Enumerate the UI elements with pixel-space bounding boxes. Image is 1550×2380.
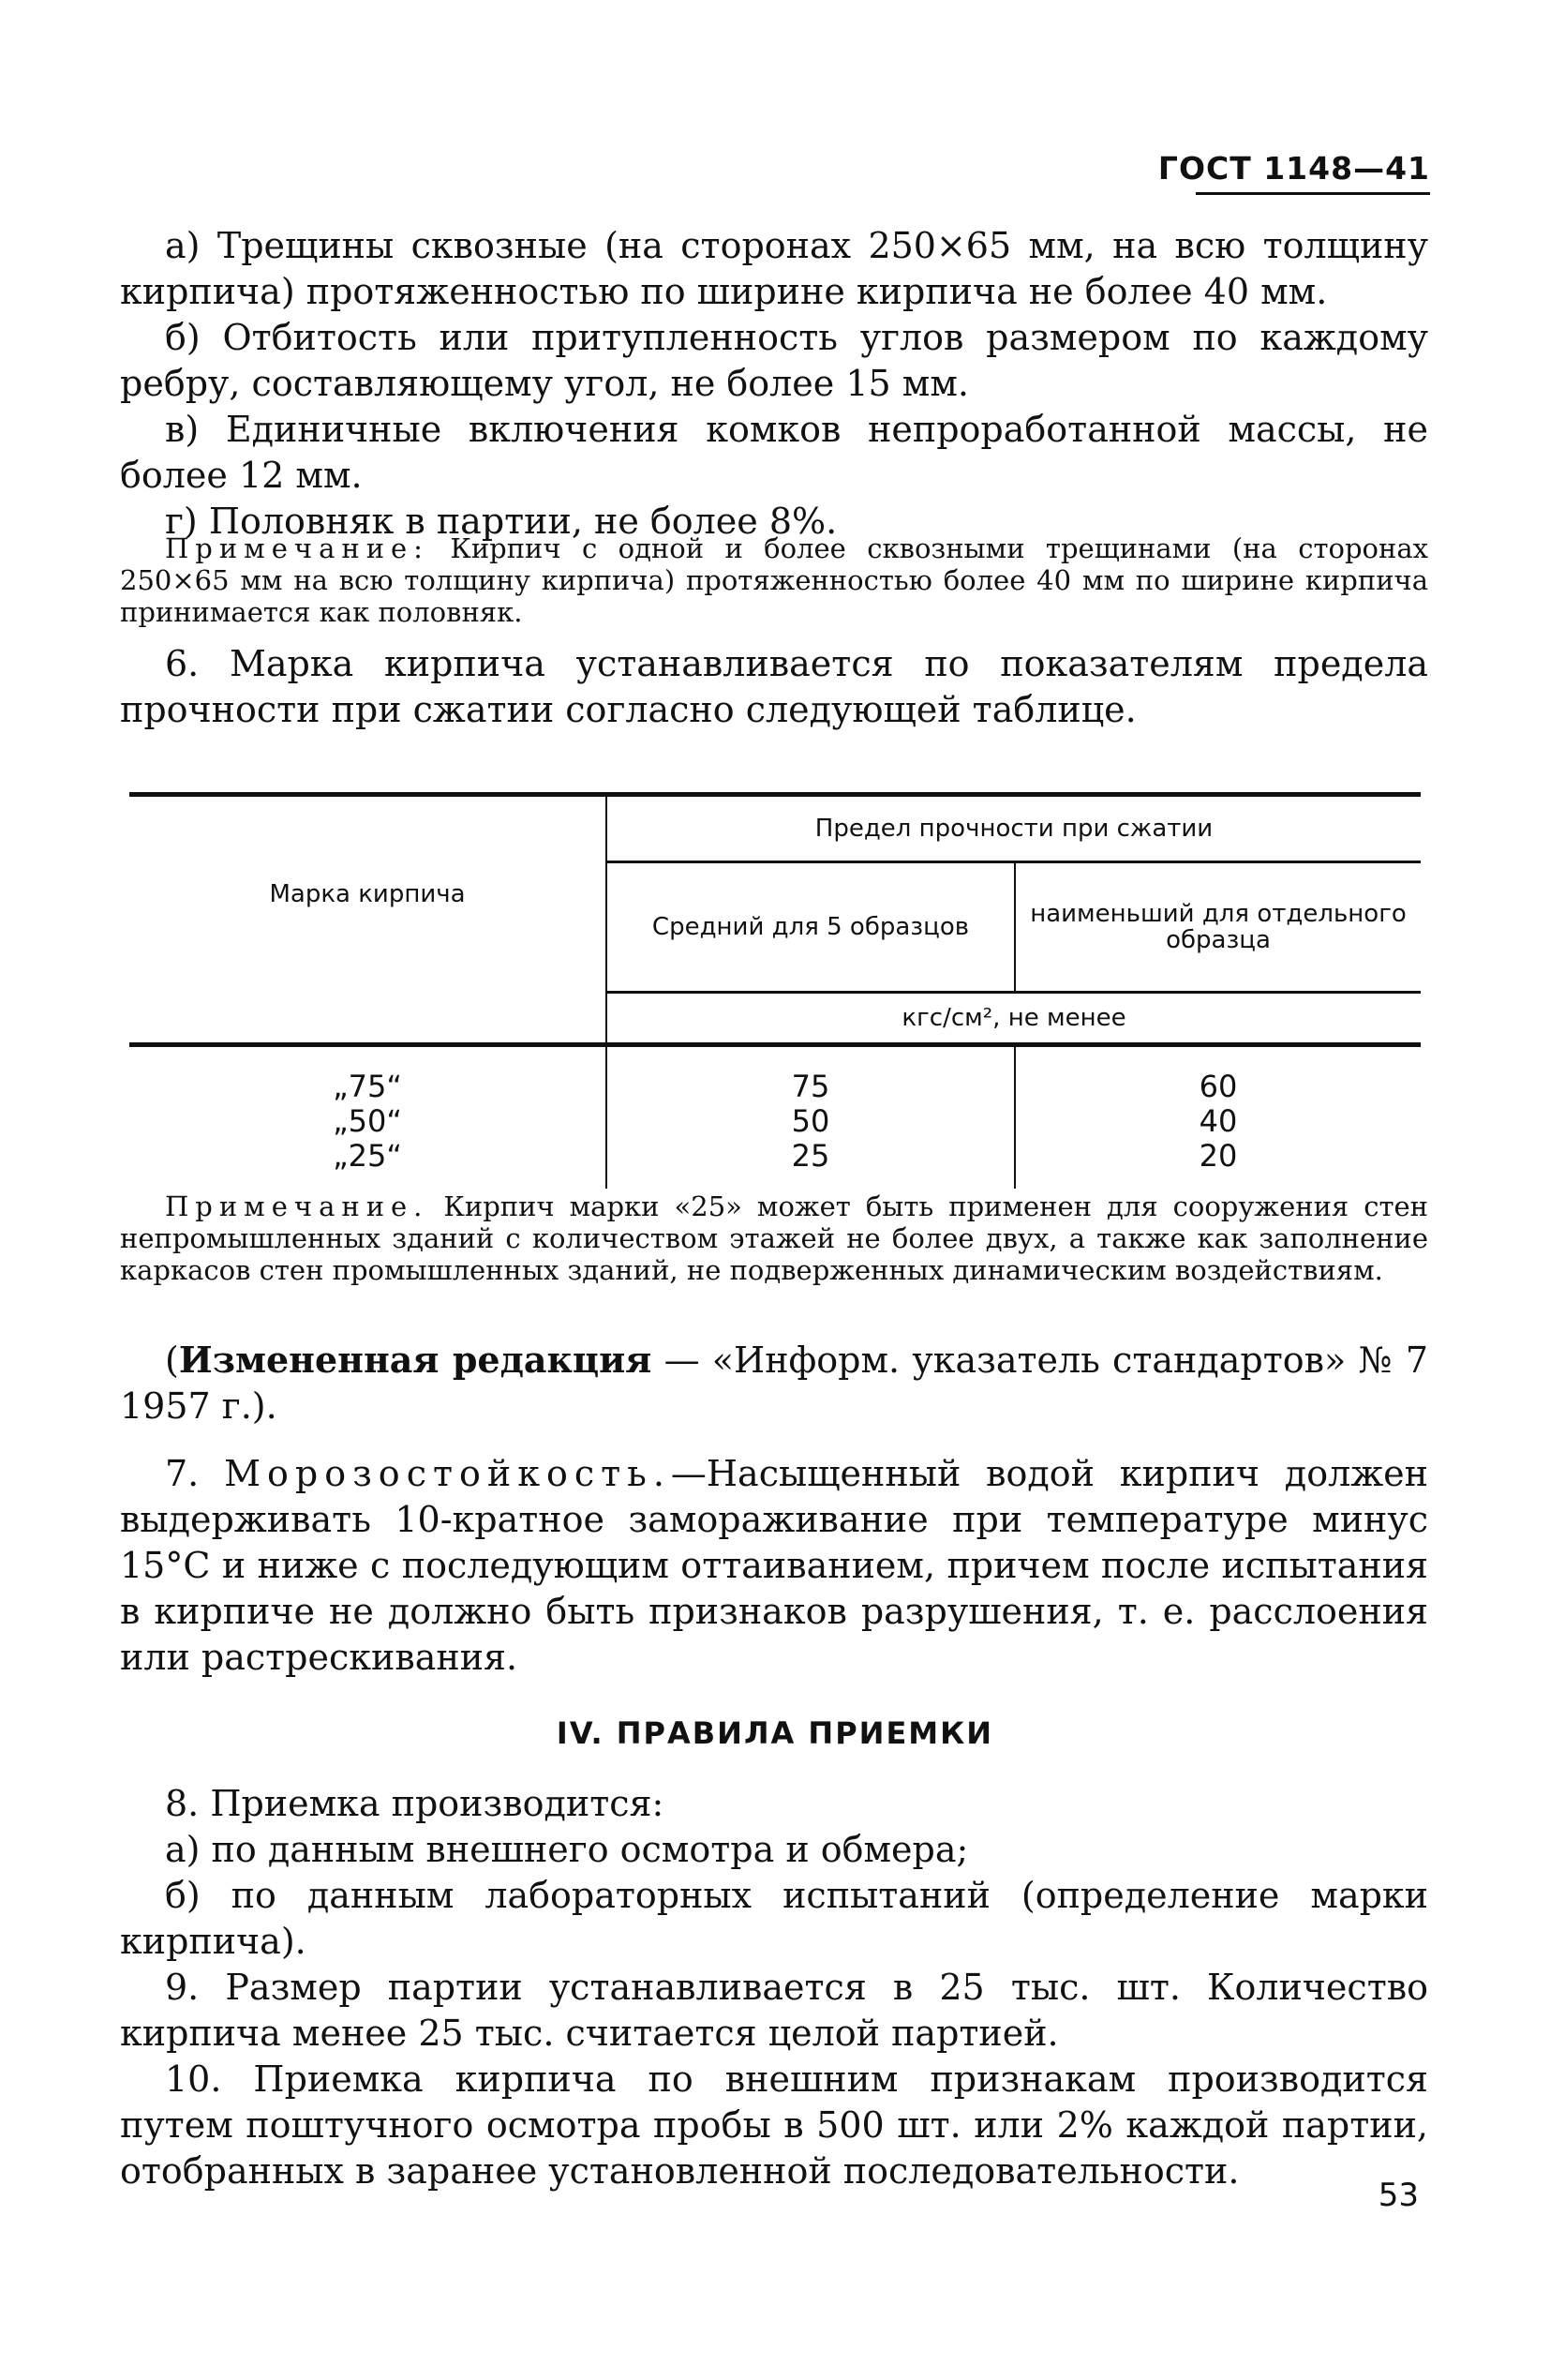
grade-column (129, 1044, 606, 1189)
paragraph-7-number: 7. (165, 1453, 225, 1494)
standard-header: ГОСТ 1148—41 (1157, 150, 1430, 187)
amendment-rest: — «Информ. указатель стандартов» № 7 1957 г.). (120, 1340, 1428, 1427)
group-header: Предел прочности при сжатии (606, 795, 1421, 862)
page-number: 53 (1378, 2177, 1419, 2214)
average-cell: 50 (791, 1102, 830, 1139)
average-column (606, 1044, 1015, 1189)
note-2-text: Кирпич марки «25» может быть применен для сооружения стен непромышленных зданий с количеством этажей не более двух, а также как заполнение каркасов стен промышленных зданий, не подверженных динамическим воздействиям. (120, 1190, 1428, 1286)
minimum-cell: 40 (1199, 1102, 1238, 1139)
grade-cell: „50“ (333, 1102, 402, 1139)
col-grade-header: Марка кирпича (269, 880, 466, 908)
average-cell: 25 (791, 1137, 830, 1174)
minimum-column (1015, 1044, 1421, 1189)
grade-cell: „25“ (333, 1137, 402, 1174)
paragraph-7-term: Морозостойкость. (224, 1453, 671, 1494)
paragraph-9: 9. Размер партии устанавливается в 25 тыс. шт. Количество кирпича менее 25 тыс. считается целой партией. (120, 1967, 1428, 2054)
amendment-bold: Измененная редакция (178, 1339, 652, 1381)
paragraph-a: а) Трещины сквозные (на сторонах 250×65 мм, на всю толщину кирпича) протяженностью по ширине кирпича не более 40 мм. (120, 225, 1428, 312)
col-average-header: Средний для 5 образцов (606, 862, 1015, 992)
header-rule (1196, 192, 1430, 195)
defects-list (120, 223, 1428, 545)
note-2 (120, 1190, 1428, 1286)
average-cell: 75 (791, 1068, 830, 1104)
paragraph-6: 6. Марка кирпича устанавливается по показателям предела прочности при сжатии согласно следующей таблице. (120, 643, 1428, 730)
paragraph-v: в) Единичные включения комков непроработанной массы, не более 12 мм. (120, 409, 1428, 496)
section-title: IV. ПРАВИЛА ПРИЕМКИ (556, 1715, 994, 1751)
note-2-label: Примечание. (165, 1190, 429, 1222)
paragraph-10: 10. Приемка кирпича по внешним признакам производится путем поштучного осмотра пробы в 500 шт. или 2% каждой партии, отобранных в заранее установленной последовательности. (120, 2058, 1428, 2192)
col-minimum-header: наименьший для отдельного образца (1015, 862, 1421, 992)
paragraph-8b: б) по данным лабораторных испытаний (определение марки кирпича). (120, 1875, 1428, 1962)
paragraph-g: г) Половняк в партии, не более 8%. (165, 501, 838, 542)
paragraph-8: 8. Приемка производится: (165, 1783, 664, 1824)
amendment-block: (Измененная редакция — «Информ. указатель стандартов» № 7 1957 г.). (120, 1339, 1428, 1427)
strength-table (129, 792, 1421, 1189)
units-row: кгс/см², не менее (606, 992, 1421, 1044)
note-1 (120, 532, 1428, 628)
acceptance-rules (120, 1781, 1428, 2194)
paragraph-7-text: —Насыщенный водой кирпич должен выдерживать 10-кратное замораживание при температуре минус 15°С и ниже с последующим оттаиванием, причем после испытания в кирпиче не должно быть признаков разрушения, т. е. расслоения или растрескивания. (120, 1453, 1428, 1678)
minimum-cell: 20 (1199, 1137, 1238, 1174)
grade-cell: „75“ (333, 1068, 402, 1104)
note-1-label: Примечание: (165, 532, 429, 564)
paragraph-7-block (120, 1451, 1428, 1681)
paragraph-b: б) Отбитость или притупленность углов размером по каждому ребру, составляющему угол, не более 15 мм. (120, 317, 1428, 404)
note-1-text: Кирпич с одной и более сквозными трещинами (на сторонах 250×65 мм на всю толщину кирпича) протяженностью более 40 мм по ширине кирпича принимается как половняк. (120, 532, 1428, 628)
paragraph-6-block (120, 641, 1428, 733)
paragraph-8a: а) по данным внешнего осмотра и обмера; (165, 1829, 969, 1870)
minimum-cell: 60 (1199, 1068, 1238, 1104)
